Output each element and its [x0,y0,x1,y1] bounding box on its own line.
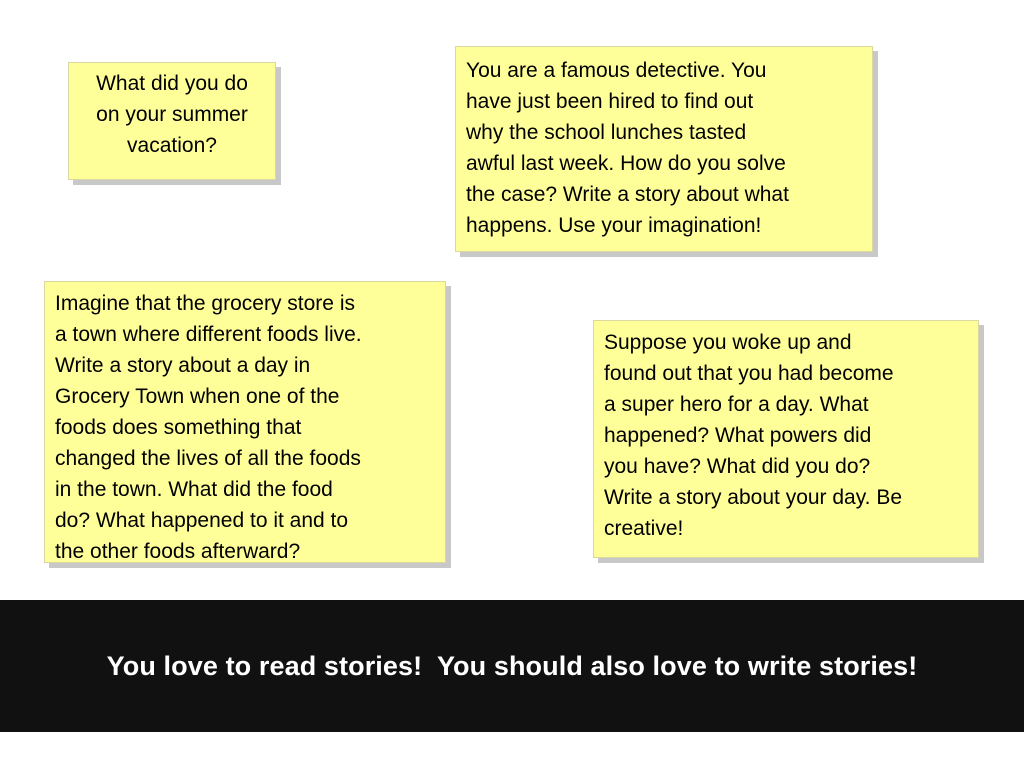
sticky-note-summer-vacation: What did you do on your summer vacation? [68,62,276,180]
sticky-note-detective: You are a famous detective. You have just been hired to find out why the school lunches tasted awful last week. How do you solve the case? Write a story about what happens. Use your imagination! [455,46,873,252]
footer-banner [0,600,1024,732]
sticky-note-super-hero: Suppose you woke up and found out that you had become a super hero for a day. What happened? What powers did you have? What did you do? Write a story about your day. Be creative! [593,320,979,558]
sticky-note-grocery-town: Imagine that the grocery store is a town where different foods live. Write a story about a day in Grocery Town when one of the foods does something that changed the lives of all the foods in the town. What did the food do? What happened to it and to the other foods afterward? [44,281,446,563]
banner-text: You love to read stories! You should also love to write stories! [106,650,918,681]
